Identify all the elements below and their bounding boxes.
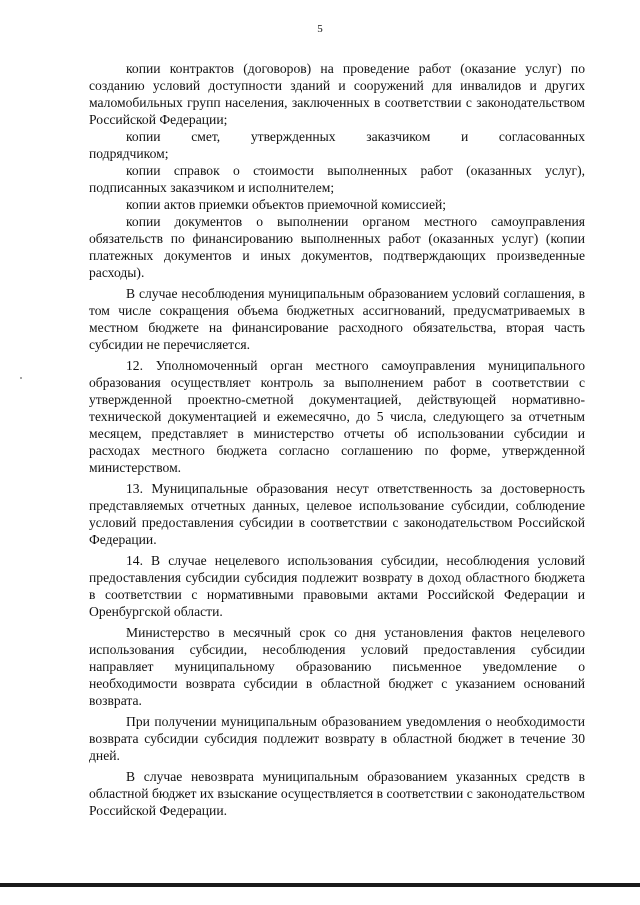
paragraph-contracts: копии контрактов (договоров) на проведение работ (оказание услуг) по созданию условий доступности зданий и сооружений для инвалидов и других маломобильных групп населения, заключенных в соответствии с законодательством Российской Федерации;: [89, 61, 585, 127]
paragraph-noncompliance: В случае несоблюдения муниципальным образованием условий соглашения, в том числе сокращения объема бюджетных ассигнований, предусматриваемых в местном бюджете на финансирование расходного обязательства, вторая часть субсидии не перечисляется.: [89, 286, 585, 352]
spread-word: заказчиком: [366, 129, 431, 144]
paragraph-return-deadline: При получении муниципальным образованием уведомления о необходимости возврата субсидии субсидия подлежит возврату в областной бюджет в течение 30 дней.: [89, 714, 585, 763]
paragraph-ministry-notice: Министерство в месячный срок со дня установления фактов нецелевого использования субсидии, несоблюдения условий предоставления субсидии направляет муниципальному образованию письменное уведомление о необходимости возврата субсидии в областной бюджет с указанием оснований возврата.: [89, 625, 585, 708]
spread-word: смет,: [191, 129, 221, 144]
spread-word: утвержденных: [250, 129, 336, 144]
paragraph-estimates-line: [89, 128, 585, 145]
bottom-border-line: [0, 883, 640, 887]
spread-word: согласованных: [498, 129, 585, 144]
paragraph-estimates-continuation: подрядчиком;: [89, 146, 169, 161]
paragraph-acceptance-acts: копии актов приемки объектов приемочной комиссией;: [126, 197, 447, 212]
paragraph-item-14: 14. В случае нецелевого использования субсидии, несоблюдения условий предоставления субсидии субсидия подлежит возврату в доход областного бюджета в соответствии с нормативными правовыми актами Российской Федерации и Оренбургской области.: [89, 553, 585, 619]
spread-word: и: [460, 129, 469, 144]
paragraph-financing-documents: копии документов о выполнении органом местного самоуправления обязательств по финансированию выполненных работ (оказанных услуг) (копии платежных документов и иных документов, подтверждающих произведенные расходы).: [89, 214, 585, 280]
document-body: [89, 60, 585, 819]
spread-word: копии: [126, 129, 161, 144]
margin-speck: [20, 377, 22, 379]
paragraph-item-13: 13. Муниципальные образования несут ответственность за достоверность представляемых отчетных данных, целевое использование субсидии, соблюдение условий предоставления субсидии в соответствии с законодательством Российской Федерации.: [89, 481, 585, 547]
page-number: 5: [317, 23, 323, 35]
paragraph-recovery: В случае невозврата муниципальным образованием указанных средств в областной бюджет их взыскание осуществляется в соответствии с законодательством Российской Федерации.: [89, 769, 585, 818]
paragraph-cost-certificates: копии справок о стоимости выполненных работ (оказанных услуг), подписанных заказчиком и исполнителем;: [89, 163, 585, 195]
paragraph-item-12: 12. Уполномоченный орган местного самоуправления муниципального образования осуществляет контроль за выполнением работ в соответствии с утвержденной проектно-сметной документацией, действующей нормативно-технической документацией и ежемесячно, до 5 числа, следующего за отчетным месяцем, представляет в министерство отчеты об использовании субсидии и расходах местного бюджета согласно соглашению по форме, утвержденной министерством.: [89, 358, 585, 475]
